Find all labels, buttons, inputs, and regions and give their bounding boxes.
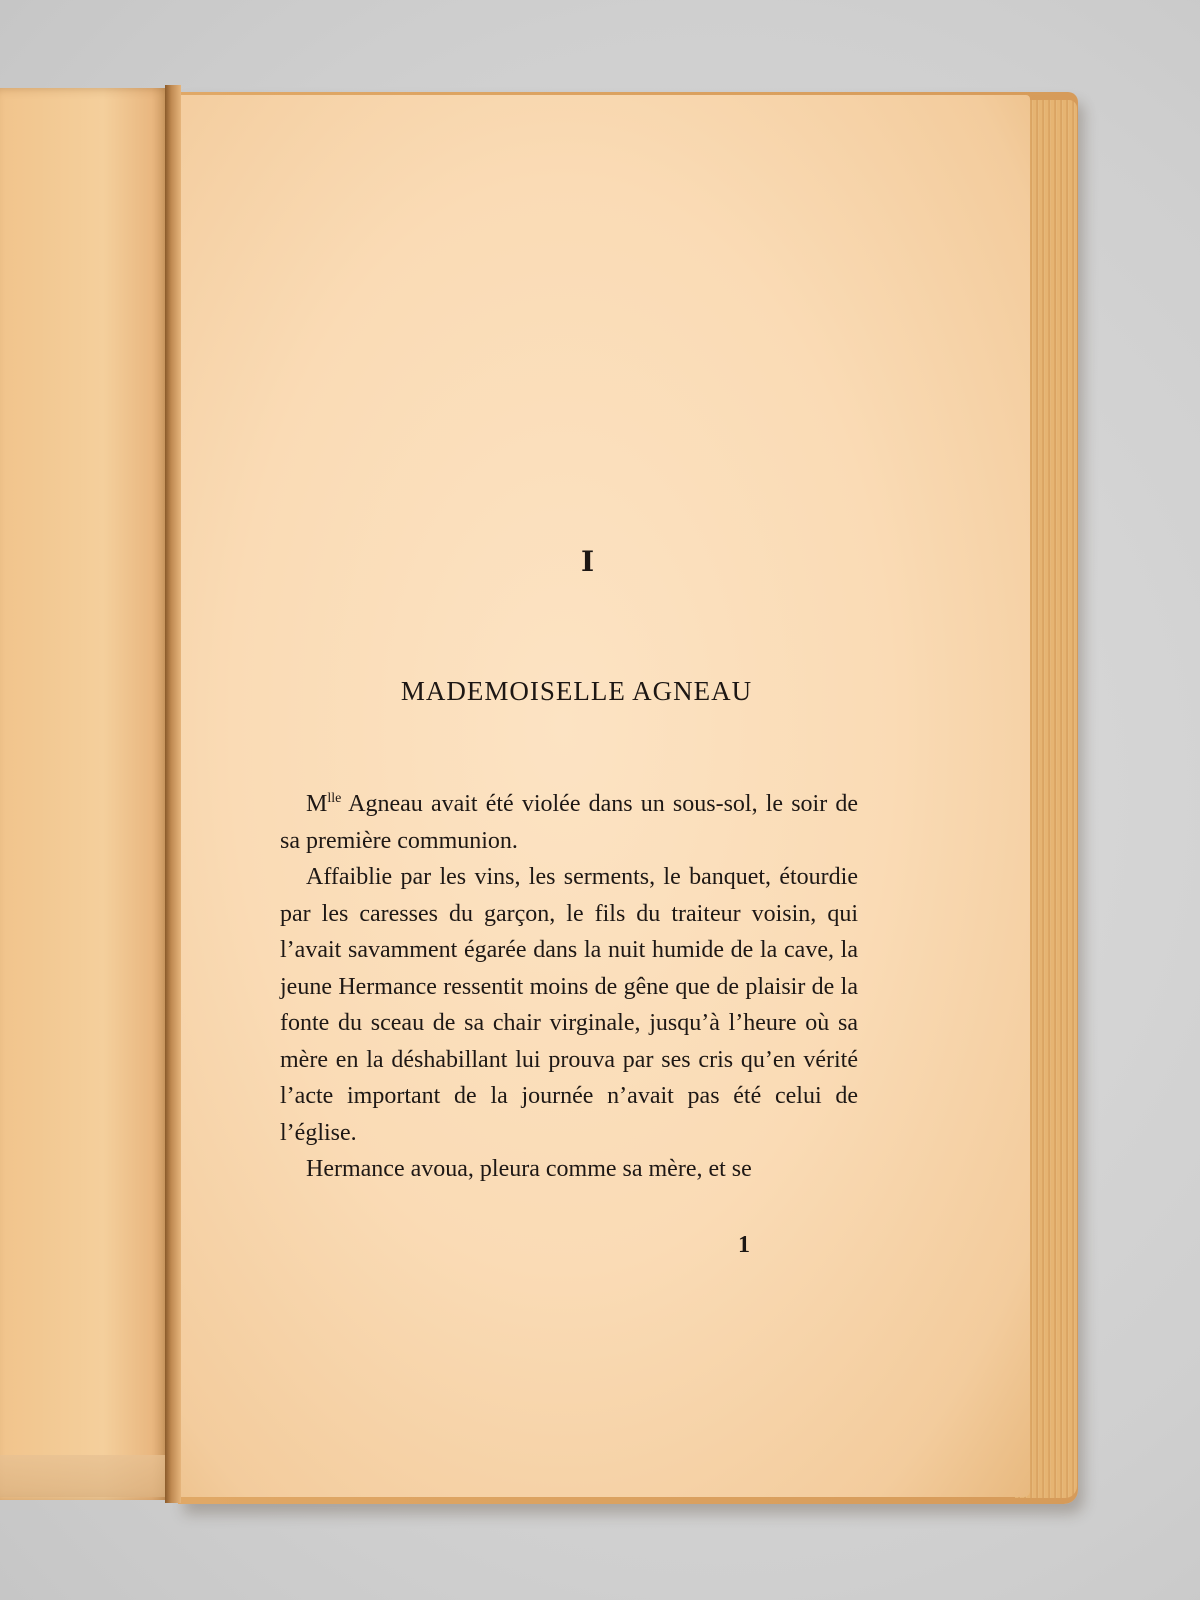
paragraph-1	[280, 786, 858, 859]
left-page	[0, 88, 172, 1500]
paragraph-1-superscript: lle	[327, 791, 342, 806]
paragraph-2: Affaiblie par les vins, les serments, le banquet, étourdie par les caresses du garçon, le fils du traiteur voisin, qui l’avait savamment égarée dans la nuit humide de la cave, la jeune Hermance ressentit moins de gêne que de plaisir de la fonte du sceau de sa chair virginale, jusqu’à l’heure où sa mère en la déshabillant lui prouva par ses cris qu’en vérité l’acte important de la journée n’avait pas été celui de l’église.	[280, 864, 858, 1146]
left-page-bottom-edge	[0, 1455, 165, 1497]
book-gutter	[165, 85, 181, 1503]
body-text	[280, 786, 858, 1188]
paragraph-1-text: Agneau avait été violée dans un sous-sol, le soir de sa première communion.	[280, 791, 858, 854]
chapter-number: I	[580, 545, 595, 578]
chapter-title: MADEMOISELLE AGNEAU	[400, 676, 753, 706]
paragraph-3: Hermance avoua, pleura comme sa mère, et se	[306, 1156, 752, 1182]
paragraph-1-prefix: M	[306, 791, 328, 817]
page-number: 1	[738, 1232, 750, 1258]
